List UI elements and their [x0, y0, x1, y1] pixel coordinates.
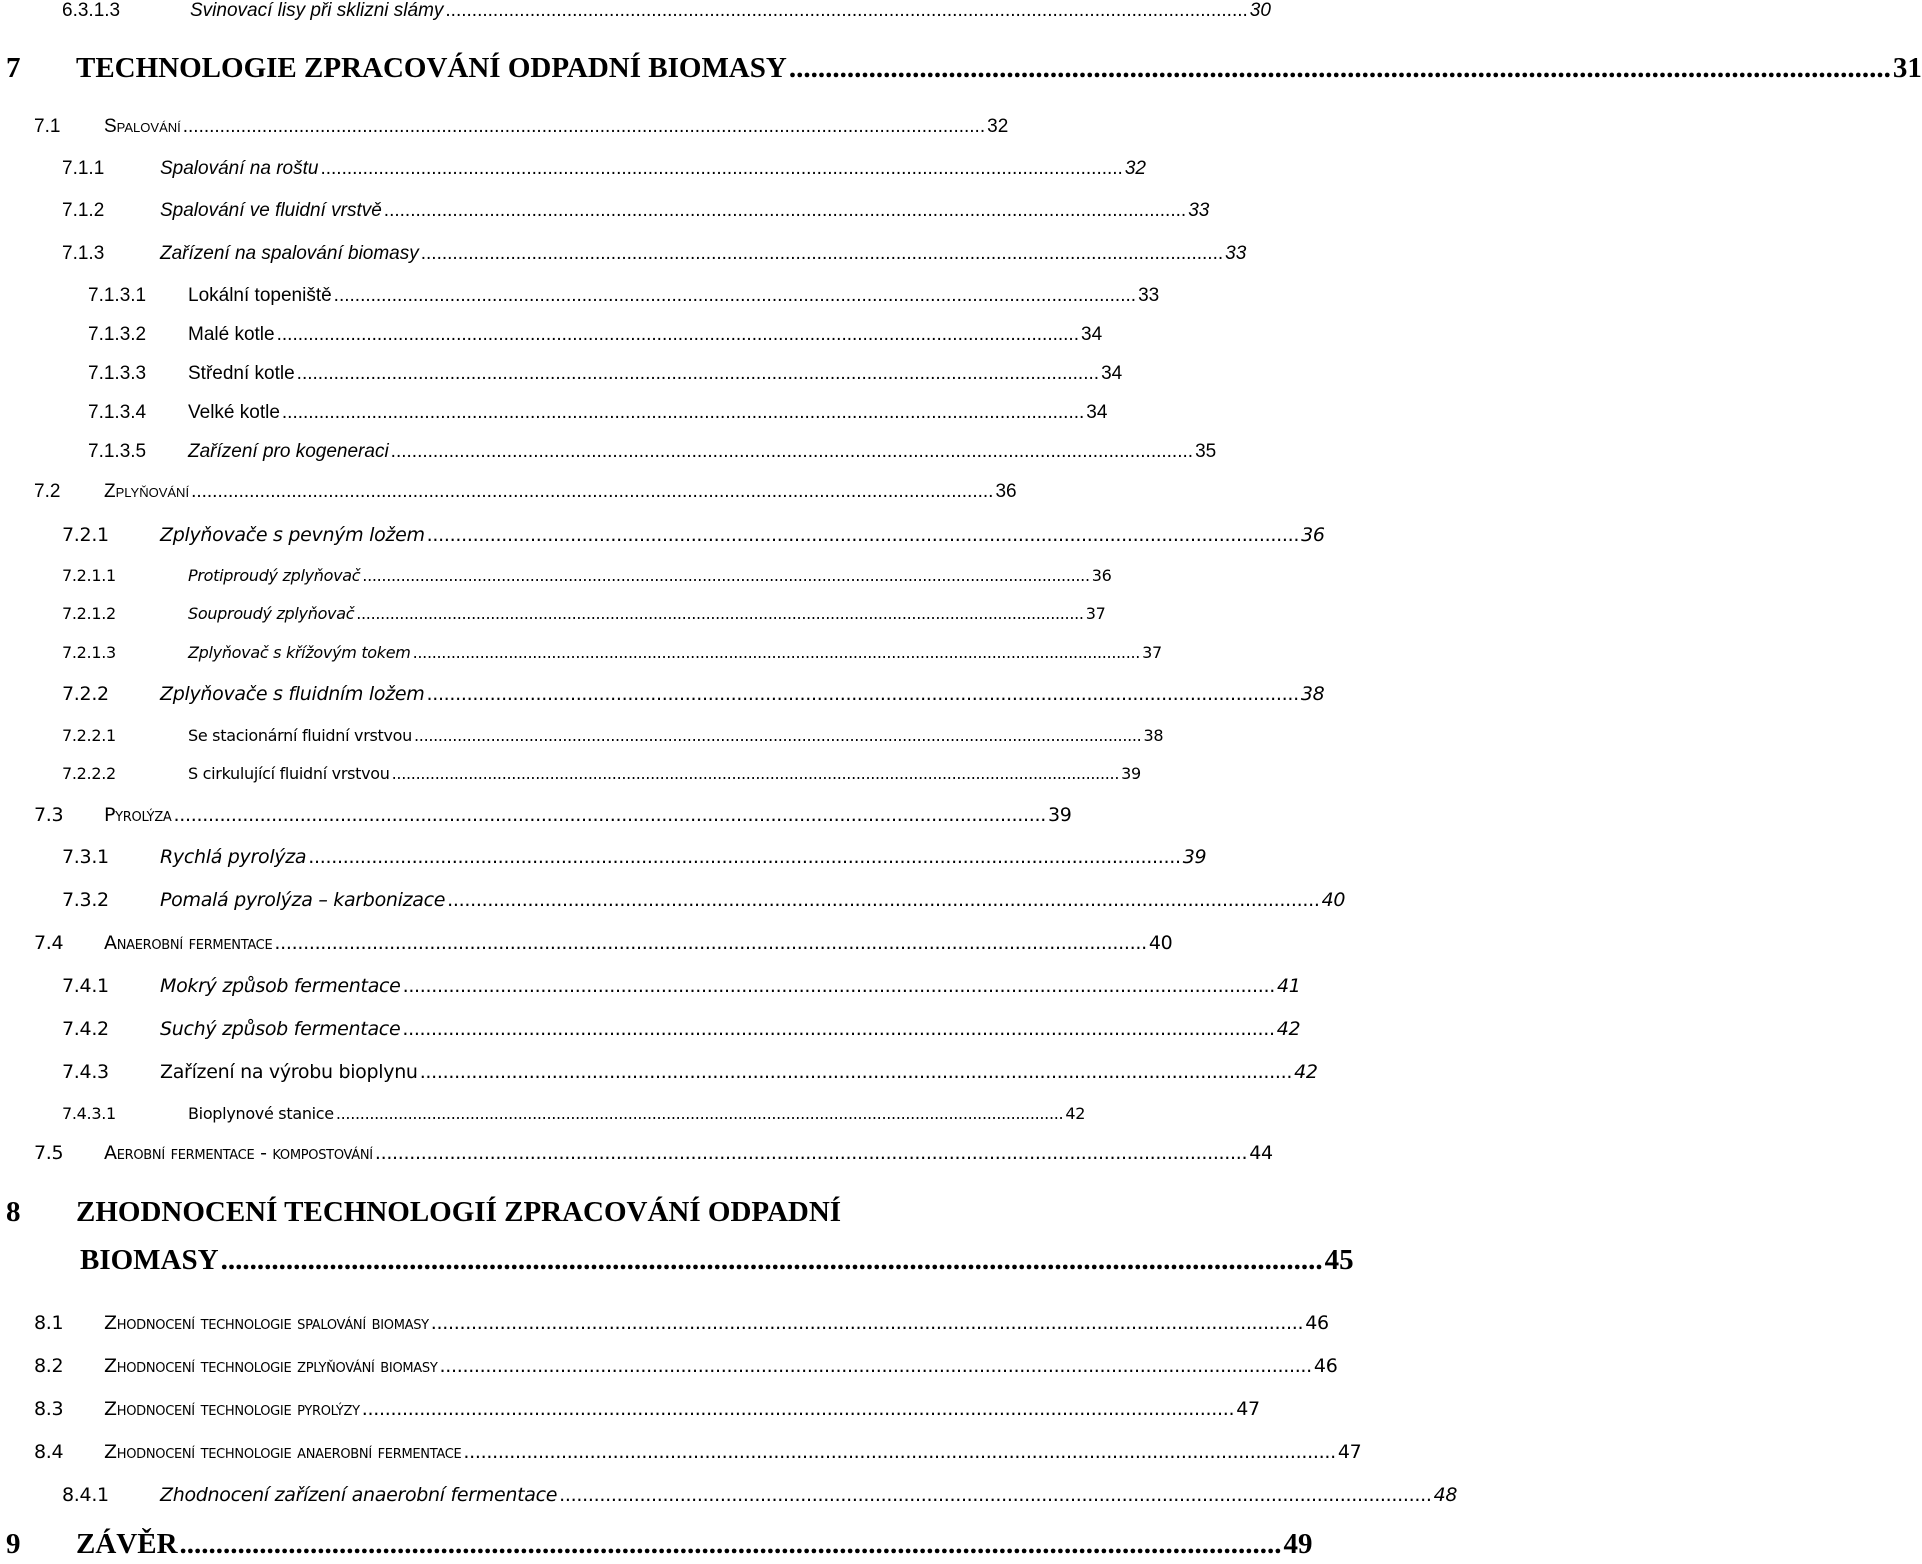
- toc-leader-dots: ........................................................................................................................................................: [439, 1355, 1312, 1377]
- toc-entry-number: 7.4.1: [62, 975, 109, 997]
- toc-leader-dots: ........................................................................................................................................................: [220, 1244, 1323, 1276]
- toc-leader-dots: ........................................................................................................................................................: [419, 1061, 1293, 1083]
- toc-leader-dots: ........................................................................................................................................................: [374, 1142, 1248, 1164]
- toc-entry-page: 41: [1277, 975, 1301, 997]
- toc-entry-page: 49: [1283, 1528, 1313, 1560]
- toc-entry-number: 7.2.1.1: [62, 566, 116, 585]
- toc-leader-dots: ........................................................................................................................................................: [390, 441, 1194, 462]
- toc-entry-title: Zhodnocení zařízení anaerobní fermentace: [160, 1484, 558, 1506]
- toc-entry-title: Protiproudý zplyňovač: [188, 566, 361, 585]
- toc-entry-number: 7.2.2.2: [62, 764, 116, 783]
- toc-entry-page: 32: [1124, 158, 1146, 179]
- toc-entry-title: Zhodnocení technologie anaerobní fermentace: [104, 1441, 462, 1463]
- toc-entry-title: Aerobní fermentace - kompostování: [104, 1142, 373, 1164]
- toc-entry-title: Spalování na roštu: [160, 158, 319, 179]
- toc-entry-number: 7: [6, 52, 21, 84]
- toc-entry-page: 39: [1121, 764, 1141, 783]
- toc-entry-page: 47: [1236, 1398, 1260, 1420]
- toc-entry-number: 8.3: [34, 1398, 64, 1420]
- toc-entry-title: Svinovací lisy při sklizni slámy: [190, 0, 444, 21]
- toc-entry-page: 33: [1225, 243, 1247, 264]
- toc-entry-number: 7.1.3: [62, 243, 105, 264]
- toc-leader-dots: ........................................................................................................................................................: [333, 285, 1137, 306]
- toc-entry-page: 45: [1324, 1244, 1354, 1276]
- toc-entry-number: 8: [6, 1196, 21, 1228]
- toc-leader-dots: ........................................................................................................................................................: [274, 932, 1147, 954]
- toc-entry-number: 7.1.3.3: [88, 363, 147, 384]
- toc-entry-title: Velké kotle: [188, 402, 280, 423]
- toc-entry-number: 7.1.1: [62, 158, 105, 179]
- toc-entry-page: 35: [1195, 441, 1217, 462]
- toc-entry-number: 7.2: [34, 481, 61, 502]
- toc-entry-title: Souproudý zplyňovač: [188, 604, 355, 623]
- toc-entry-page: 33: [1138, 285, 1160, 306]
- toc-entry-title: Se stacionární fluidní vrstvou: [188, 726, 412, 745]
- toc-leader-dots: ........................................................................................................................................................: [173, 804, 1046, 826]
- toc-entry-page: 38: [1300, 683, 1325, 705]
- toc-entry-title: Zplyňovače s fluidním ložem: [160, 683, 425, 705]
- toc-leader-dots: ........................................................................................................................................................: [414, 726, 1142, 745]
- toc-entry-number: 7.4.3.1: [62, 1104, 116, 1123]
- toc-entry-title: Zhodnocení technologie zplyňování biomasy: [104, 1355, 438, 1377]
- toc-leader-dots: ........................................................................................................................................................: [426, 524, 1300, 546]
- toc-entry-title: Suchý způsob fermentace: [160, 1018, 401, 1040]
- toc-entry-page: 37: [1142, 643, 1162, 662]
- toc-entry-number: 7.1.3.1: [88, 285, 147, 306]
- toc-entry-number: 7.3: [34, 804, 64, 826]
- toc-entry-number: 7.2.1.3: [62, 643, 116, 662]
- toc-entry-page: 31: [1892, 52, 1922, 84]
- toc-entry-title: Zařízení pro kogeneraci: [188, 441, 389, 462]
- toc-entry-number: 7.3.1: [62, 846, 109, 868]
- toc-leader-dots: ........................................................................................................................................................: [445, 0, 1248, 21]
- toc-leader-dots: ........................................................................................................................................................: [308, 846, 1181, 868]
- toc-entry-title: TECHNOLOGIE ZPRACOVÁNÍ ODPADNÍ BIOMASY: [76, 52, 787, 84]
- toc-entry-title: Střední kotle: [188, 363, 295, 384]
- toc-leader-dots: ........................................................................................................................................................: [559, 1484, 1432, 1506]
- toc-entry-page: 30: [1249, 0, 1271, 21]
- toc-entry-title: Mokrý způsob fermentace: [160, 975, 401, 997]
- toc-entry-title: Anaerobní fermentace: [104, 932, 273, 954]
- toc-entry-number: 7.3.2: [62, 889, 109, 911]
- toc-entry-number: 7.2.2: [62, 683, 109, 705]
- toc-entry-page: 42: [1294, 1061, 1318, 1083]
- toc-entry-title: Zařízení na spalování biomasy: [160, 243, 419, 264]
- toc-leader-dots: ........................................................................................................................................................: [182, 116, 986, 137]
- toc-entry-page: 39: [1047, 804, 1072, 826]
- toc-entry-number: 7.2.1: [62, 524, 109, 546]
- toc-entry-page: 40: [1148, 932, 1173, 954]
- toc-entry-page: 34: [1081, 324, 1103, 345]
- toc-entry-title: Pomalá pyrolýza – karbonizace: [160, 889, 446, 911]
- toc-leader-dots: ........................................................................................................................................................: [296, 363, 1100, 384]
- toc-entry-title: Malé kotle: [188, 324, 275, 345]
- toc-entry-title: Spalování: [104, 116, 181, 137]
- toc-entry-title: Bioplynové stanice: [188, 1104, 334, 1123]
- toc-leader-dots: ........................................................................................................................................................: [391, 764, 1120, 783]
- toc-entry-title: ZÁVĚR: [76, 1528, 178, 1560]
- toc-leader-dots: ........................................................................................................................................................: [276, 324, 1079, 345]
- toc-entry-title: Lokální topeniště: [188, 285, 332, 306]
- toc-entry-page: 33: [1188, 200, 1210, 221]
- toc-entry-title: Zhodnocení technologie pyrolýzy: [104, 1398, 360, 1420]
- toc-leader-dots: ........................................................................................................................................................: [179, 1528, 1282, 1560]
- toc-entry-number: 7.1.2: [62, 200, 105, 221]
- toc-entry-page: 42: [1065, 1104, 1086, 1123]
- toc-entry-number: 7.1.3.5: [88, 441, 147, 462]
- toc-leader-dots: ........................................................................................................................................................: [361, 1398, 1235, 1420]
- toc-entry-page: 34: [1086, 402, 1108, 423]
- toc-entry-number: 7.5: [34, 1142, 64, 1164]
- toc-entry-number: 7.1.3.2: [88, 324, 147, 345]
- toc-entry-page: 38: [1143, 726, 1164, 745]
- toc-leader-dots: ........................................................................................................................................................: [788, 52, 1891, 84]
- toc-entry-number: 7.2.2.1: [62, 726, 116, 745]
- toc-leader-dots: ........................................................................................................................................................: [191, 481, 994, 502]
- toc-entry-title: Zplyňování: [104, 481, 190, 502]
- toc-leader-dots: ........................................................................................................................................................: [447, 889, 1320, 911]
- toc-leader-dots: ........................................................................................................................................................: [463, 1441, 1336, 1463]
- toc-entry-page: 40: [1321, 889, 1346, 911]
- toc-entry-page: 46: [1313, 1355, 1338, 1377]
- toc-entry-title: Pyrolýza: [104, 804, 172, 826]
- toc-entry-page: 39: [1182, 846, 1207, 868]
- toc-leader-dots: ........................................................................................................................................................: [281, 402, 1085, 423]
- toc-leader-dots: ........................................................................................................................................................: [420, 243, 1224, 264]
- toc-leader-dots: ........................................................................................................................................................: [402, 975, 1275, 997]
- toc-entry-number: 8.1: [34, 1312, 64, 1334]
- toc-entry-page: 34: [1101, 363, 1123, 384]
- toc-leader-dots: ........................................................................................................................................................: [426, 683, 1299, 705]
- toc-leader-dots: ........................................................................................................................................................: [402, 1018, 1275, 1040]
- toc-entry-number: 8.2: [34, 1355, 64, 1377]
- toc-entry-number: 6.3.1.3: [62, 0, 121, 21]
- toc-entry-title: Zařízení na výrobu bioplynu: [160, 1061, 418, 1083]
- toc-leader-dots: ........................................................................................................................................................: [320, 158, 1123, 179]
- toc-entry-title: Zhodnocení technologie spalování biomasy: [104, 1312, 429, 1334]
- toc-entry-title: Rychlá pyrolýza: [160, 846, 307, 868]
- toc-entry-page: 48: [1433, 1484, 1458, 1506]
- toc-entry-page: 37: [1085, 604, 1106, 623]
- toc-entry-title: Zplyňovače s pevným ložem: [160, 524, 425, 546]
- toc-leader-dots: ........................................................................................................................................................: [412, 643, 1141, 662]
- toc-entry-title: Zplyňovač s křížovým tokem: [188, 643, 411, 662]
- toc-entry-title: S cirkulující fluidní vrstvou: [188, 764, 390, 783]
- toc-entry-number: 7.1.3.4: [88, 402, 147, 423]
- toc-entry-page: 46: [1305, 1312, 1329, 1334]
- toc-entry-title: Spalování ve fluidní vrstvě: [160, 200, 382, 221]
- toc-entry-page: 36: [1301, 524, 1325, 546]
- toc-entry-number: 7.1: [34, 116, 61, 137]
- toc-entry-page: 47: [1337, 1441, 1362, 1463]
- toc-entry-title-continuation: BIOMASY: [80, 1244, 219, 1276]
- toc-entry-page: 36: [1091, 566, 1112, 585]
- toc-entry-number: 7.2.1.2: [62, 604, 116, 623]
- toc-entry-number: 8.4.1: [62, 1484, 109, 1506]
- toc-entry-number: 9: [6, 1528, 21, 1560]
- toc-entry-number: 7.4.2: [62, 1018, 109, 1040]
- toc-leader-dots: ........................................................................................................................................................: [335, 1104, 1064, 1123]
- toc-entry-number: 7.4: [34, 932, 64, 954]
- toc-entry-page: 42: [1276, 1018, 1301, 1040]
- toc-leader-dots: ........................................................................................................................................................: [430, 1312, 1304, 1334]
- toc-leader-dots: ........................................................................................................................................................: [356, 604, 1084, 623]
- toc-entry-page: 36: [995, 481, 1017, 502]
- toc-entry-page: 32: [987, 116, 1009, 137]
- toc-entry-number: 7.4.3: [62, 1061, 109, 1083]
- toc-leader-dots: ........................................................................................................................................................: [383, 200, 1187, 221]
- toc-entry-page: 44: [1249, 1142, 1273, 1164]
- toc-leader-dots: ........................................................................................................................................................: [362, 566, 1090, 585]
- toc-entry-number: 8.4: [34, 1441, 64, 1463]
- toc-entry-title: ZHODNOCENÍ TECHNOLOGIÍ ZPRACOVÁNÍ ODPADNÍ: [76, 1196, 842, 1228]
